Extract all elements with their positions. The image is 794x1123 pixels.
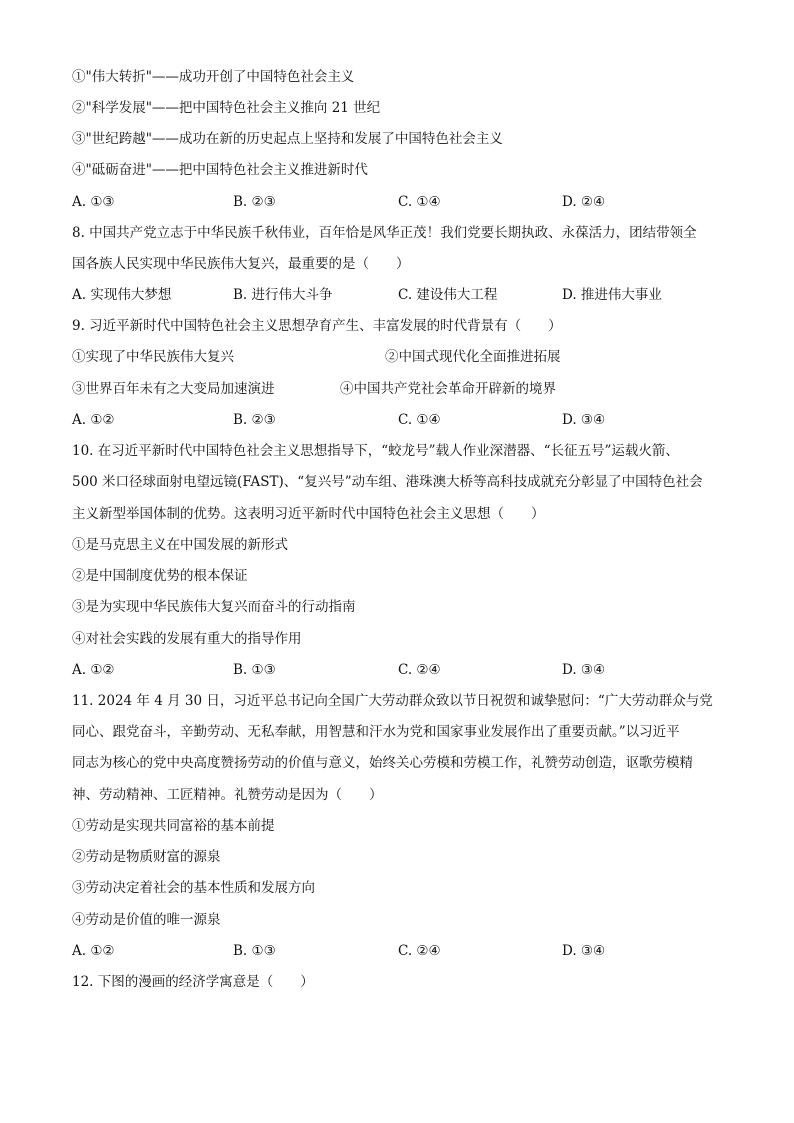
q8-stem-line-2: 国各族人民实现中华民族伟大复兴，最重要的是（ ）: [72, 256, 410, 272]
q7-item-1: ①"伟大转折"——成功开创了中国特色社会主义: [72, 69, 355, 85]
q12-stem: 12. 下图的漫画的经济学寓意是（ ）: [72, 974, 314, 990]
q7-item-4: ④"砥砺奋进"——把中国特色社会主义推进新时代: [72, 162, 368, 178]
q11-item-4: ④劳动是价值的唯一源泉: [72, 912, 221, 928]
q11-stem-line-4: 神、劳动精神、工匠精神。礼赞劳动是因为（ ）: [72, 787, 383, 803]
q9-item-2: ②中国式现代化全面推进拓展: [385, 349, 561, 365]
q8-option-d[interactable]: D. 推进伟大事业: [562, 287, 662, 303]
q9-item-1: ①实现了中华民族伟大复兴: [72, 349, 234, 365]
q7-item-3: ③"世纪跨越"——成功在新的历史起点上坚持和发展了中国特色社会主义: [72, 131, 503, 147]
q7-option-b[interactable]: B. ②③: [233, 194, 276, 210]
q10-option-a[interactable]: A. ①②: [72, 662, 115, 678]
q8-option-a[interactable]: A. 实现伟大梦想: [72, 287, 172, 303]
q9-item-4: ④中国共产党社会革命开辟新的境界: [340, 381, 556, 397]
q10-stem-line-1: 10. 在习近平新时代中国特色社会主义思想指导下，“蛟龙号”载人作业深潜器、“长征五号”运载火箭、: [72, 443, 679, 459]
q11-option-d[interactable]: D. ③④: [562, 943, 606, 959]
q11-stem-line-2: 同心、跟党奋斗，辛勤劳动、无私奉献，用智慧和汗水为党和国家事业发展作出了重要贡献。”以习近平: [72, 724, 680, 740]
q8-stem-line-1: 8. 中国共产党立志于中华民族千秋伟业，百年恰是风华正茂！我们党要长期执政、永葆活力，团结带领全: [72, 225, 697, 241]
q10-option-b[interactable]: B. ①③: [233, 662, 276, 678]
q9-option-c[interactable]: C. ①④: [398, 412, 441, 428]
q11-item-2: ②劳动是物质财富的源泉: [72, 849, 221, 865]
q11-stem-line-1: 11. 2024 年 4 月 30 日，习近平总书记向全国广大劳动群众致以节日祝贺和诚挚慰问：“广大劳动群众与党: [72, 693, 713, 709]
q11-item-1: ①劳动是实现共同富裕的基本前提: [72, 818, 275, 834]
q11-option-c[interactable]: C. ②④: [398, 943, 441, 959]
q11-option-a[interactable]: A. ①②: [72, 943, 115, 959]
q9-stem: 9. 习近平新时代中国特色社会主义思想孕育产生、丰富发展的时代背景有（ ）: [72, 318, 562, 334]
q10-stem-line-3: 主义新型举国体制的优势。这表明习近平新时代中国特色社会主义思想（ ）: [72, 506, 545, 522]
q10-stem-line-2: 500 米口径球面射电望远镜(FAST)、“复兴号”动车组、港珠澳大桥等高科技成就充分彰显了中国特色社会: [72, 474, 703, 490]
q10-option-d[interactable]: D. ③④: [562, 662, 606, 678]
q7-option-c[interactable]: C. ①④: [398, 194, 441, 210]
q11-item-3: ③劳动决定着社会的基本性质和发展方向: [72, 880, 315, 896]
q10-item-1: ①是马克思主义在中国发展的新形式: [72, 537, 288, 553]
q11-stem-line-3: 同志为核心的党中央高度赞扬劳动的价值与意义，始终关心劳模和劳模工作，礼赞劳动创造，讴歌劳模精: [72, 755, 693, 771]
q9-option-b[interactable]: B. ②③: [233, 412, 276, 428]
q7-item-2: ②"科学发展"——把中国特色社会主义推向 21 世纪: [72, 100, 381, 116]
q8-option-b[interactable]: B. 进行伟大斗争: [233, 287, 333, 303]
q8-option-c[interactable]: C. 建设伟大工程: [398, 287, 498, 303]
q10-option-c[interactable]: C. ②④: [398, 662, 441, 678]
q10-item-4: ④对社会实践的发展有重大的指导作用: [72, 631, 302, 647]
q7-option-d[interactable]: D. ②④: [562, 194, 606, 210]
q9-item-3: ③世界百年未有之大变局加速演进: [72, 381, 275, 397]
q9-option-d[interactable]: D. ③④: [562, 412, 606, 428]
q7-option-a[interactable]: A. ①③: [72, 194, 115, 210]
q9-option-a[interactable]: A. ①②: [72, 412, 115, 428]
q10-item-2: ②是中国制度优势的根本保证: [72, 568, 248, 584]
q11-option-b[interactable]: B. ①③: [233, 943, 276, 959]
q10-item-3: ③是为实现中华民族伟大复兴而奋斗的行动指南: [72, 599, 356, 615]
